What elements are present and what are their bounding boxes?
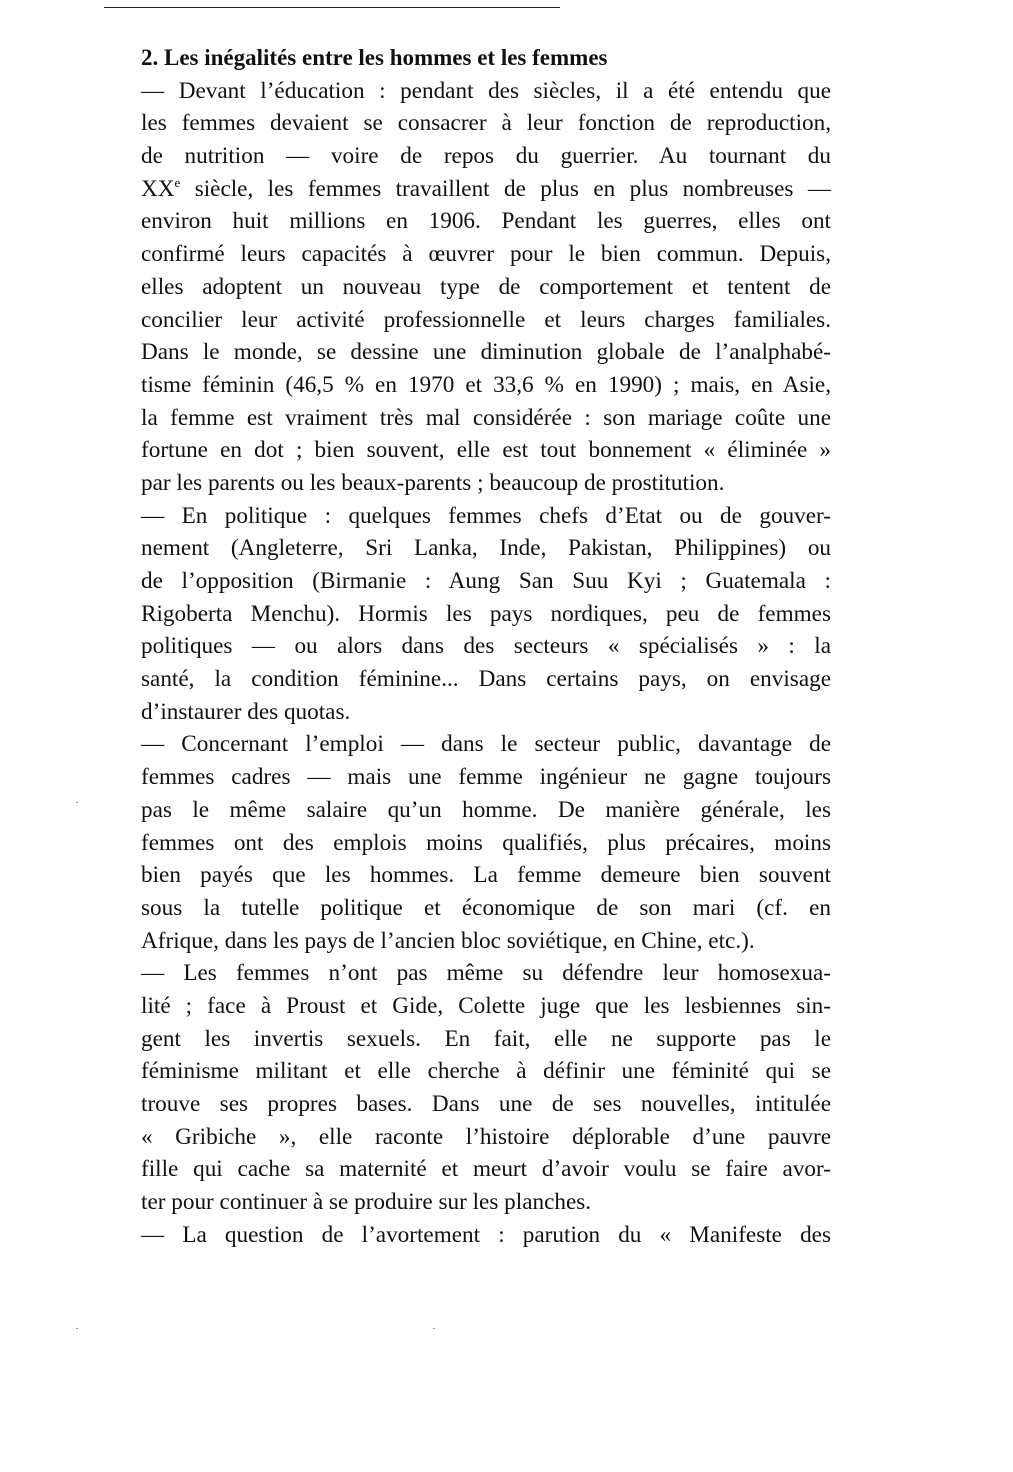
century-numeral: XX (141, 175, 175, 202)
text-line-century (141, 173, 831, 206)
text-line: concilier leur activité professionnelle et leurs charges familiales. (141, 306, 831, 333)
paragraph-abortion (141, 1219, 831, 1252)
text-line: Dans le monde, se dessine une diminution globale de l’analphabé- (141, 339, 831, 366)
text-line: bien payés que les hommes. La femme demeure bien souvent (141, 862, 831, 889)
text-line: de nutrition — voire de repos du guerrier. Au tournant du (141, 143, 831, 170)
text-line: d’instaurer des quotas. (141, 698, 351, 725)
text-line: confirmé leurs capacités à œuvrer pour le bien commun. Depuis, (141, 241, 831, 268)
text-line: nement (Angleterre, Sri Lanka, Inde, Pakistan, Philippines) ou (141, 535, 831, 562)
text-line: ter pour continuer à se produire sur les planches. (141, 1189, 592, 1216)
text-line: tisme féminin (46,5 % en 1970 et 33,6 % en 1990) ; mais, en Asie, (141, 371, 831, 398)
text-line: pas le même salaire qu’un homme. De manière générale, les (141, 796, 831, 823)
text-line: elles adoptent un nouveau type de comportement et tentent de (141, 273, 831, 300)
text-line: sous la tutelle politique et économique de son mari (cf. en (141, 894, 831, 921)
text-line: fortune en dot ; bien souvent, elle est tout bonnement « éliminée » (141, 437, 831, 464)
text-line: — Les femmes n’ont pas même su défendre leur homosexua- (141, 960, 831, 987)
section-heading: 2. Les inégalités entre les hommes et les femmes (141, 45, 608, 70)
text-line: Rigoberta Menchu). Hormis les pays nordiques, peu de femmes (141, 600, 831, 627)
text-line: féminisme militant et elle cherche à définir une féminité qui se (141, 1058, 831, 1085)
text-line: de l’opposition (Birmanie : Aung San Suu Kyi ; Guatemala : (141, 568, 831, 595)
text-line: — Concernant l’emploi — dans le secteur public, davantage de (141, 731, 831, 758)
scan-speck (76, 802, 78, 803)
text-line: la femme est vraiment très mal considérée : son mariage coûte une (141, 404, 831, 431)
top-rule (104, 7, 560, 8)
text-line: lité ; face à Proust et Gide, Colette juge que les lesbiennes sin- (141, 992, 831, 1019)
century-line-text: siècle, les femmes travaillent de plus en plus nombreuses — (194, 175, 832, 202)
paragraph-education (141, 75, 831, 500)
text-line: — Devant l’éducation : pendant des siècles, il a été entendu que (141, 77, 831, 104)
text-line: environ huit millions en 1906. Pendant les guerres, elles ont (141, 208, 831, 235)
text-line: par les parents ou les beaux-parents ; beaucoup de prostitution. (141, 469, 725, 496)
scan-speck (76, 1328, 78, 1329)
scan-speck (433, 1328, 435, 1329)
paragraph-homosexuality (141, 957, 831, 1219)
text-line: santé, la condition féminine... Dans certains pays, on envisage (141, 666, 831, 693)
text-line: les femmes devaient se consacrer à leur fonction de reproduction, (141, 110, 831, 137)
paragraph-politics (141, 500, 831, 729)
paragraph-employment (141, 728, 831, 957)
century-superscript: e (174, 174, 181, 190)
text-line: femmes cadres — mais une femme ingénieur ne gagne toujours (141, 764, 831, 791)
text-line: femmes ont des emplois moins qualifiés, plus précaires, moins (141, 829, 831, 856)
text-line: gent les invertis sexuels. En fait, elle ne supporte pas le (141, 1025, 831, 1052)
text-line: — La question de l’avortement : parution du « Manifeste des (141, 1221, 831, 1248)
text-line: « Gribiche », elle raconte l’histoire déplorable d’une pauvre (141, 1123, 831, 1150)
text-line: trouve ses propres bases. Dans une de ses nouvelles, intitulée (141, 1091, 831, 1118)
page-body (141, 42, 831, 1251)
text-line: — En politique : quelques femmes chefs d’Etat ou de gouver- (141, 502, 831, 529)
text-line: politiques — ou alors dans des secteurs « spécialisés » : la (141, 633, 831, 660)
text-line: fille qui cache sa maternité et meurt d’avoir voulu se faire avor- (141, 1156, 831, 1183)
text-line: Afrique, dans les pays de l’ancien bloc soviétique, en Chine, etc.). (141, 927, 755, 954)
